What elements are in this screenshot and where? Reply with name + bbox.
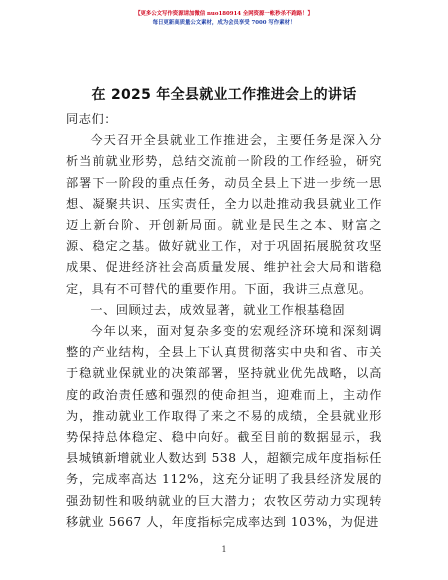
banner-line-member: 每日更新高质量公文素材，成为会员享受 7000 写作素材！ (152, 20, 296, 26)
page-number: 1 (221, 545, 227, 554)
section-heading-1: 一、回顾过去，成效显著，就业工作根基稳固 (90, 302, 346, 317)
header-banner (0, 10, 448, 27)
paragraph-review: 今年以来，面对复杂多变的宏观经济环境和深刻调整的产业结构，全县上下认真贯彻落实中央和省、市关于稳就业保就业的决策部署，坚持就业优先战略，以高度的政治责任感和强烈的使命担当，迎难而上，主动作为，推动就业工作取得了来之不易的成绩，全县就业形势保持总体稳定、稳中向好。截至目前的数据显示，我县城镇新增就业人数达到 538 人，超额完成年度指标任务，完成率高达 112%，这充分证明了我县经济发展的强劲韧性和吸纳就业的巨大潜力；农牧区劳动力实现转移就业 5667 人，年度指标完成率达到 103%，为促进 (66, 324, 382, 529)
document-title: 在 2025 年全县就业工作推进会上的讲话 (91, 87, 357, 103)
paragraph-intro: 今天召开全县就业工作推进会，主要任务是深入分析当前就业形势，总结交流前一阶段的工作经验，研究部署下一阶段的重点任务，动员全县上下进一步统一思想、凝聚共识、压实责任，全力以赴推动我县就业工作迈上新台阶、开创新局面。就业是民生之本、财富之源、稳定之基。做好就业工作，对于巩固拓展脱贫攻坚成果、促进经济社会高质量发展、维护社会大局和谐稳定，具有不可替代的重要作用。下面，我讲三点意见。 (66, 133, 382, 296)
salutation: 同志们： (66, 112, 117, 126)
banner-line-promo: 【更多公文写作资源请加微信 nuo180914 全网资源一帐秒杀不跑路！】 (135, 11, 313, 17)
document-body (66, 106, 382, 533)
